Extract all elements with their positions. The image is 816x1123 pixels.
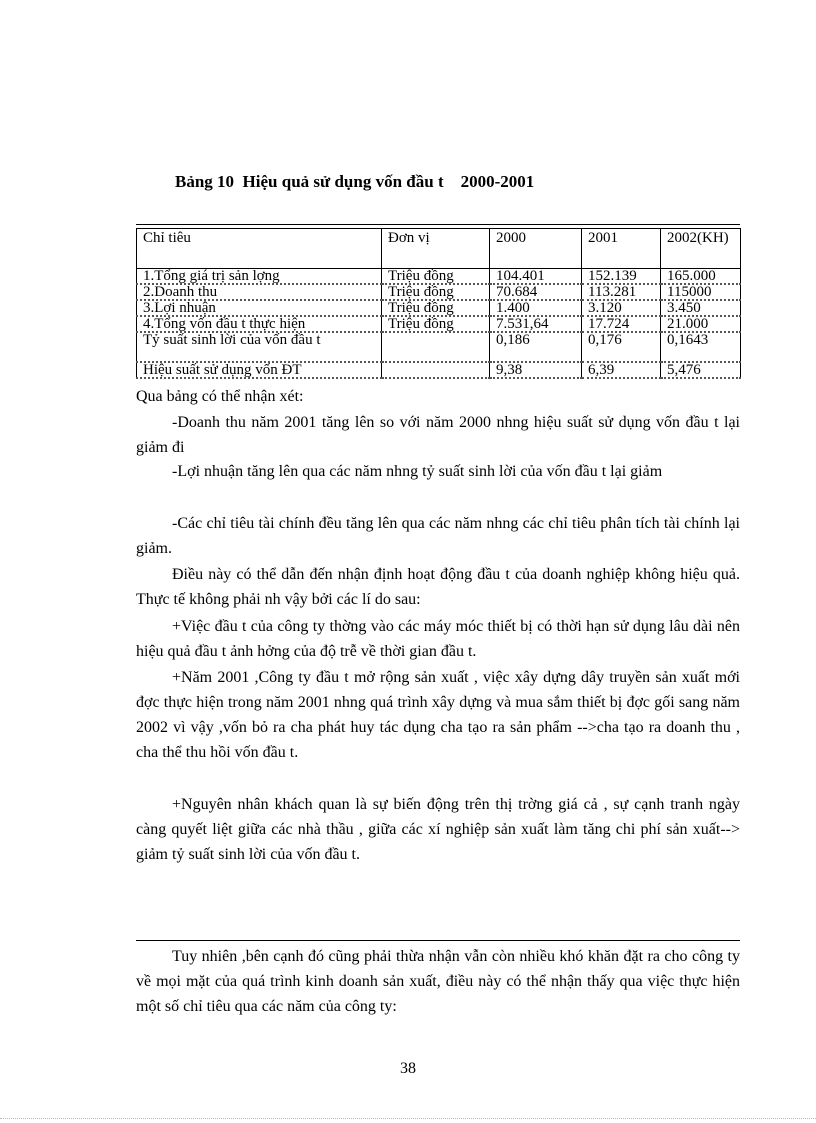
table-title: Bảng 10 Hiệu quả sử dụng vốn đầu t 2000-2001 (175, 172, 535, 191)
table-row (137, 284, 741, 300)
table-cell (382, 362, 490, 378)
efficiency-table (136, 228, 741, 379)
table-cell: 4.Tổng vốn đầu t thực hiện (137, 316, 382, 332)
table-cell: 1.400 (490, 300, 582, 316)
table-row (137, 269, 741, 285)
paragraph: Điều này có thể dẫn đến nhận định hoạt động đầu t của doanh nghiệp không hiệu quả. Thực tế không phải nh vậy bởi các lí do sau: (136, 566, 740, 608)
table-cell: 104.401 (490, 269, 582, 285)
table-cell: 3.450 (661, 300, 741, 316)
table-cell: 115000 (661, 284, 741, 300)
paragraph: +Việc đầu t của công ty thờng vào các máy móc thiết bị có thời hạn sử dụng lâu dài nên hiệu quả đầu t ảnh hởng của độ trễ về thời gian đầu t. (136, 618, 740, 660)
table-cell: 3.120 (582, 300, 661, 316)
table-cell: Triệu đồng (382, 284, 490, 300)
table-row (137, 300, 741, 316)
table-row (137, 332, 741, 362)
table-cell: Triệu đồng (382, 316, 490, 332)
table-cell: Tỷ suất sinh lời của vốn đầu t (137, 332, 382, 362)
header-cell: Chỉ tiêu (137, 229, 382, 269)
table-cell: 0,186 (490, 332, 582, 362)
table-header-row (137, 229, 741, 269)
table-cell: 9,38 (490, 362, 582, 378)
table-cell: 113.281 (582, 284, 661, 300)
header-cell: 2000 (490, 229, 582, 269)
table-cell: Triệu đồng (382, 269, 490, 285)
header-cell: 2002(KH) (661, 229, 741, 269)
table-cell: 5,476 (661, 362, 741, 378)
paragraph: +Năm 2001 ,Công ty đầu t mở rộng sản xuất , việc xây dựng dây truyền sản xuất mới đợc thực hiện trong năm 2001 nhng quá trình xây dựng và mua sắm thiết bị đợc gối sang năm 2002 vì vậy ,vốn bỏ ra cha phát huy tác dụng cha tạo ra sản phẩm -->cha tạo ra doanh thu , cha thể thu hồi vốn đầu t. (136, 669, 740, 761)
table-cell: Hiệu suất sử dụng vốn ĐT (137, 362, 382, 378)
table-cell: 0,1643 (661, 332, 741, 362)
paragraph: +Nguyên nhân khách quan là sự biến động trên thị trờng giá cả , sự cạnh tranh ngày càng quyết liệt giữa các nhà thầu , giữa các xí nghiệp sản xuất làm tăng chi phí sản xuất--> giảm tỷ suất sinh lời của vốn đầu t. (136, 796, 740, 863)
table-cell: Triệu đồng (382, 300, 490, 316)
page-bottom-border (0, 1118, 816, 1119)
table-cell: 152.139 (582, 269, 661, 285)
table-cell: 6,39 (582, 362, 661, 378)
table-cell: 0,176 (582, 332, 661, 362)
table-cell: 7.531,64 (490, 316, 582, 332)
paragraph: -Doanh thu năm 2001 tăng lên so với năm 2000 nhng hiệu suất sử dụng vốn đầu t lại giảm đi (136, 414, 740, 456)
header-cell: 2001 (582, 229, 661, 269)
table-row (137, 316, 741, 332)
table-cell: 1.Tổng giá trị sản lợng (137, 269, 382, 285)
header-cell: Đơn vị (382, 229, 490, 269)
paragraph: Tuy nhiên ,bên cạnh đó cũng phải thừa nhận vẫn còn nhiều khó khăn đặt ra cho công ty về mọi mặt của quá trình kinh doanh sản xuất, điều này có thể nhận thấy qua việc thực hiện một số chỉ tiêu qua các năm của công ty: (136, 948, 740, 1015)
table-cell: 21.000 (661, 316, 741, 332)
table-top-rule (136, 224, 740, 225)
table-cell: 165.000 (661, 269, 741, 285)
paragraph-intro: Qua bảng có thể nhận xét: (136, 388, 304, 405)
page-number: 38 (400, 1060, 416, 1077)
table-cell: 2.Doanh thu (137, 284, 382, 300)
paragraph: -Lợi nhuận tăng lên qua các năm nhng tỷ suất sinh lời của vốn đầu t lại giảm (172, 463, 663, 480)
table-cell (382, 332, 490, 362)
table-cell: 3.Lợi nhuận (137, 300, 382, 316)
paragraph: -Các chỉ tiêu tài chính đều tăng lên qua các năm nhng các chỉ tiêu phân tích tài chính lại giảm. (136, 515, 740, 557)
table-cell: 17.724 (582, 316, 661, 332)
section-rule (136, 940, 740, 941)
table-row (137, 362, 741, 378)
table-cell: 70.684 (490, 284, 582, 300)
